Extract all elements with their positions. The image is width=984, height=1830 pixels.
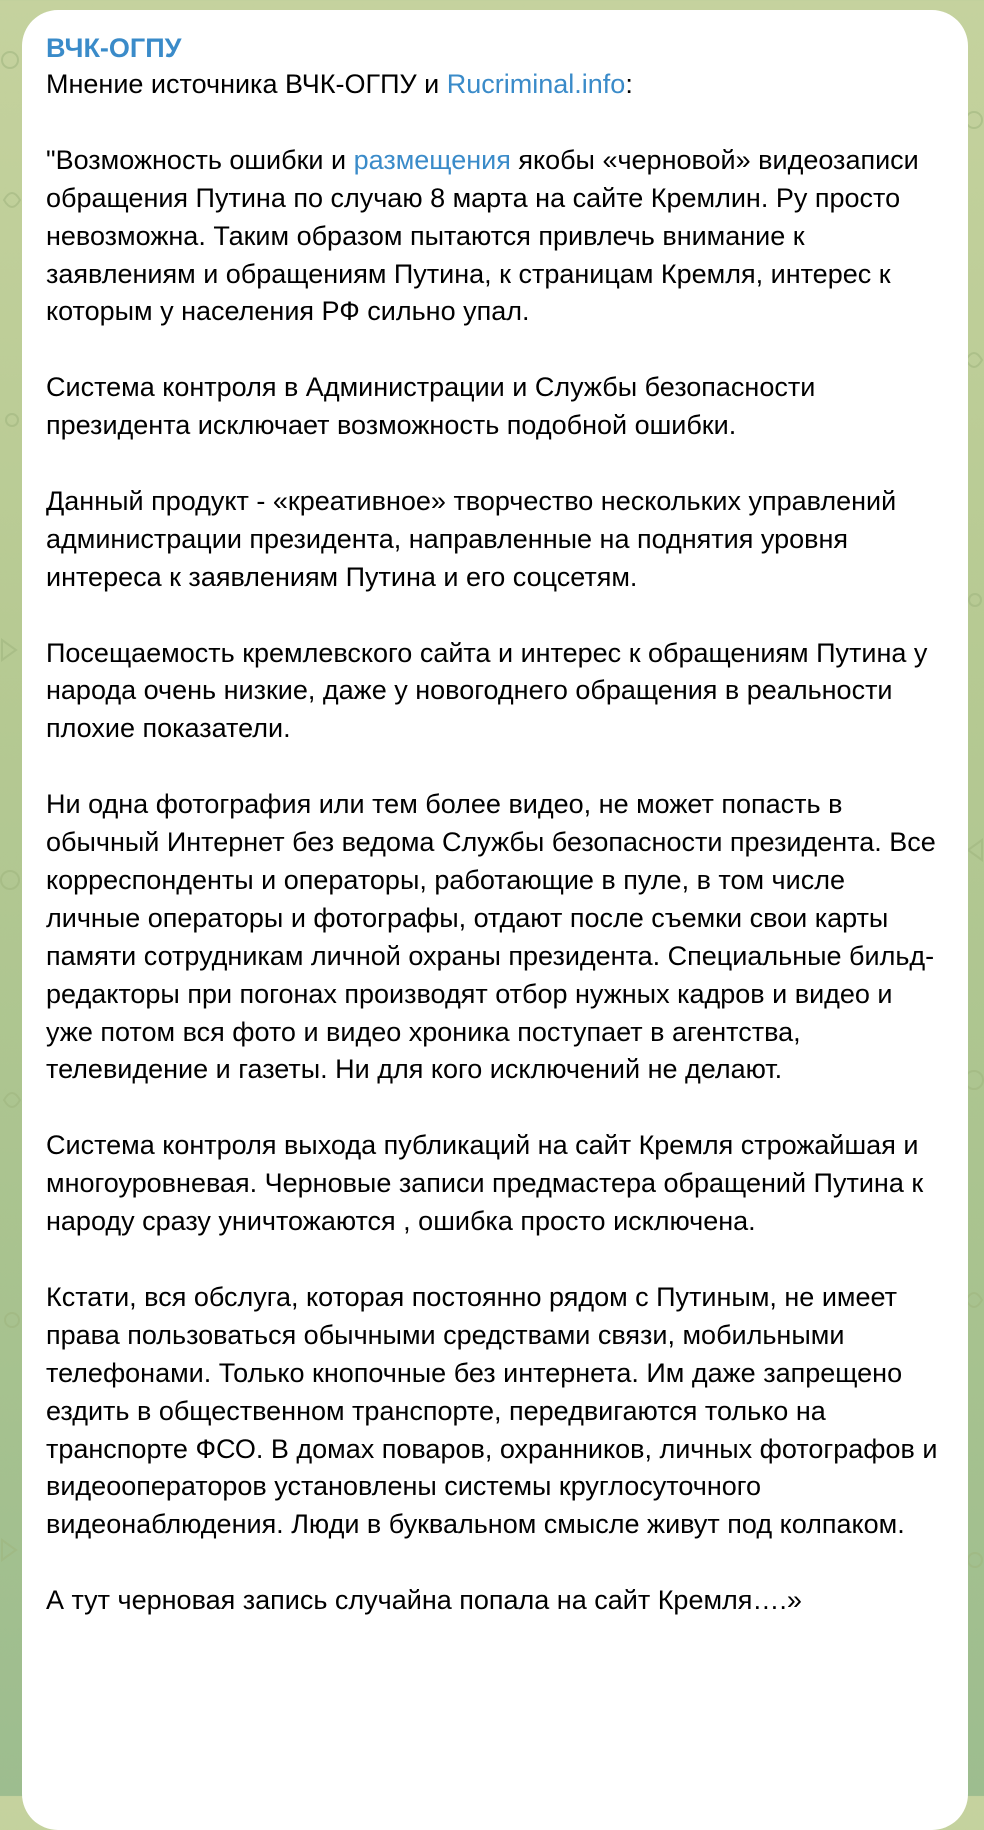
- paragraph-7: Кстати, вся обслуга, которая постоянно рядом с Путиным, не имеет права пользоваться обычными средствами связи, мобильными телефонами. Только кнопочные без интернета. Им даже запрещено ездить в общественном транспорте, передвигаются только на транспорте ФСО. В домах поваров, охранников, личных фотографов и видеооператоров установлены системы круглосуточного видеонаблюдения. Люди в буквальном смысле живут под колпаком.: [46, 1281, 938, 1540]
- rucriminal-link[interactable]: Rucriminal.info: [446, 69, 626, 99]
- paragraph-1-start: "Возможность ошибки и: [46, 144, 354, 175]
- razmeshcheniya-link[interactable]: размещения: [353, 144, 511, 175]
- intro-text: Мнение источника ВЧК-ОГПУ и: [46, 69, 447, 99]
- intro-colon: :: [625, 69, 633, 99]
- paragraph-2: Система контроля в Администрации и Службы безопасности президента исключает возможность подобной ошибки.: [46, 372, 816, 441]
- paragraph-3: Данный продукт - «креативное» творчество нескольких управлений администрации президента, направленные на поднятия уровня интереса к заявлениям Путина и его соцсетям.: [46, 485, 897, 592]
- message-bubble: [22, 10, 968, 1830]
- paragraph-1: [46, 142, 944, 332]
- paragraph-4: Посещаемость кремлевского сайта и интерес к обращениям Путина у народа очень низкие, даже у новогоднего обращения в реальности плохие показатели.: [46, 637, 928, 744]
- paragraph-8: А тут черновая запись случайна попала на сайт Кремля….»: [46, 1585, 802, 1616]
- paragraph-5: Ни одна фотография или тем более видео, не может попасть в обычный Интернет без ведома Службы безопасности президента. Все корреспонденты и операторы, работающие в пуле, в том числе личные операторы и фотографы, отдают после съемки свои карты памяти сотрудникам личной охраны президента. Специальные бильд-редакторы при погонах производят отбор нужных кадров и видео и уже потом вся фото и видео хроника поступает в агентства, телевидение и газеты. Ни для кого исключений не делают.: [46, 789, 936, 1085]
- paragraph-6: Система контроля выхода публикаций на сайт Кремля строжайшая и многоуровневая. Черновые записи предмастера обращений Путина к народу сразу уничтожаются , ошибка просто исключена.: [46, 1130, 924, 1237]
- paragraph-1-rest: якобы «черновой» видеозаписи обращения Путина по случаю 8 марта на сайте Кремлин. Ру просто невозможна. Таким образом пытаются привлечь внимание к заявлениям и обращениям Путина, к страницам Кремля, интерес к которым у населения РФ сильно упал.: [46, 144, 919, 327]
- message-text: [46, 66, 944, 1620]
- intro-paragraph: [46, 66, 944, 104]
- channel-name[interactable]: ВЧК-ОГПУ: [46, 33, 182, 63]
